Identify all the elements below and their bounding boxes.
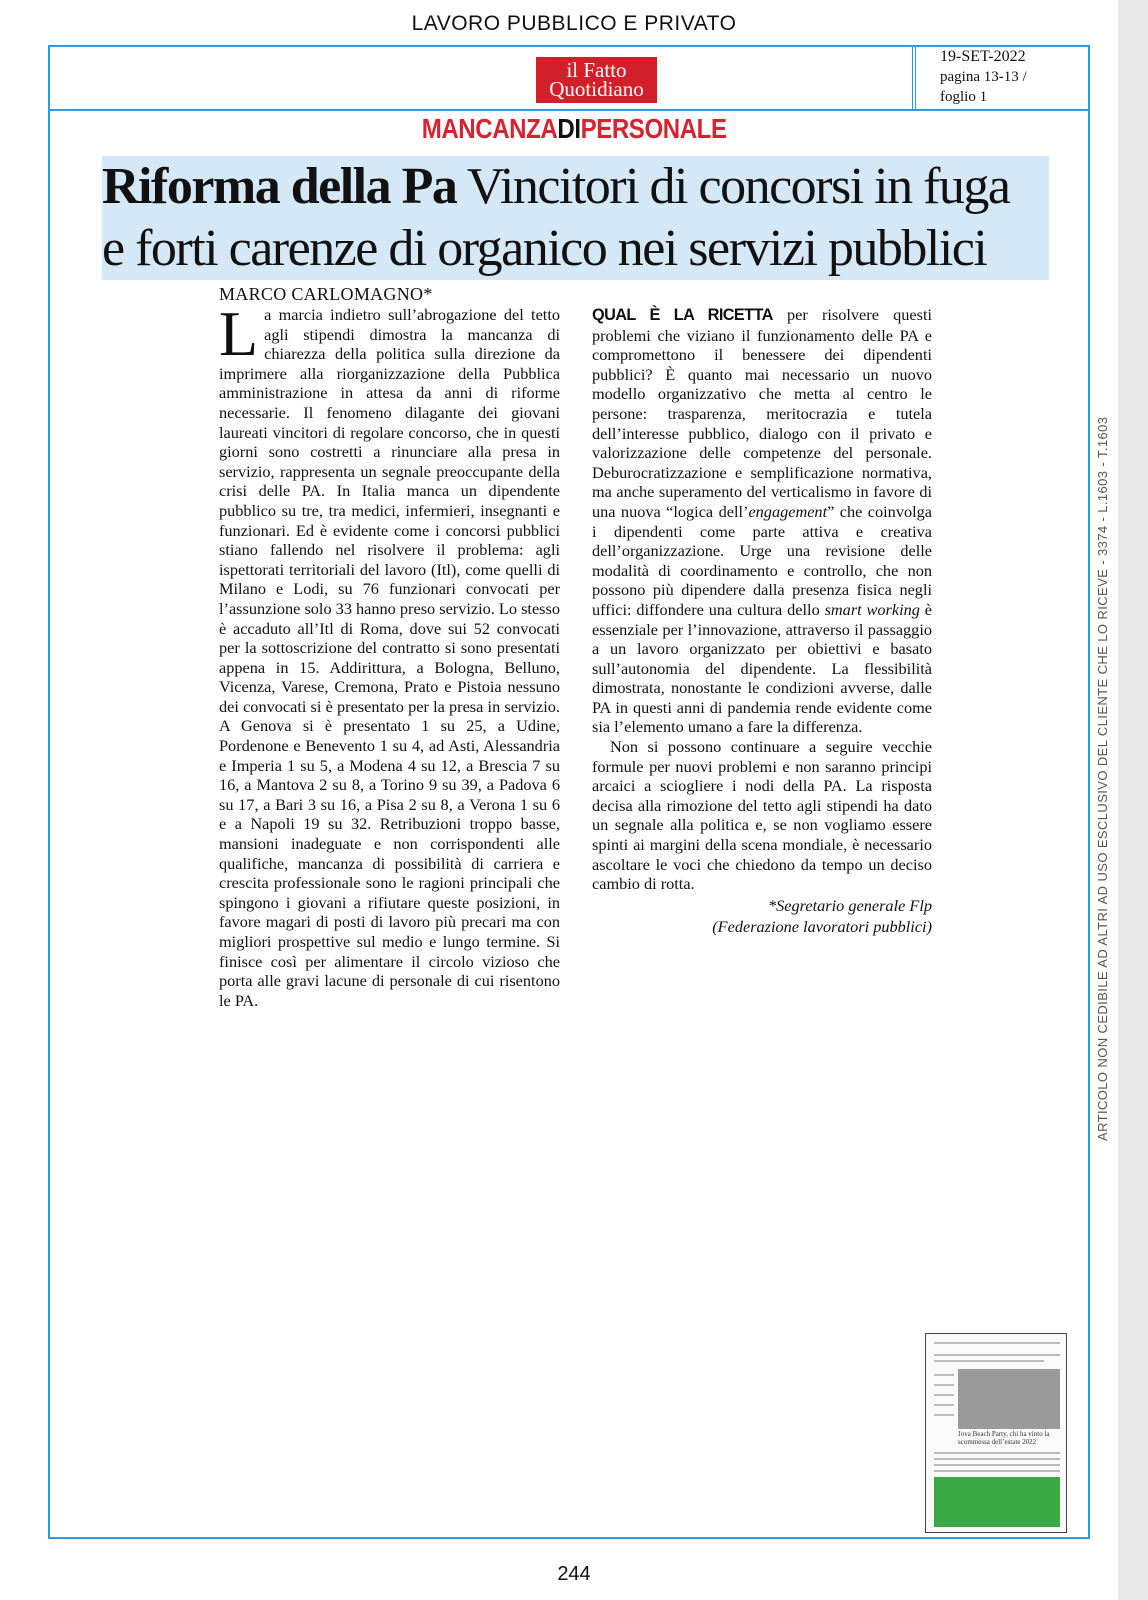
right-p1-part-a: per risolvere questi problemi che viziano il funzionamento delle PA e compromettono il benessere dei dipendenti pubblici? È quanto mai necessario un nuovo modello organizzativo che metta al centro le persone: trasparenza, meritocrazia e tutela dell’interesse pubblico, dialogo con il privato e valorizzazione delle competenze del personale. Deburocratizzazione e semplificazione normativa, ma anche superamento del verticalismo in favore di una nuova “logica dell’	[592, 305, 932, 521]
right-p1-part-c: è essenziale per l’innovazione, attraverso il passaggio a un lavoro organizzato per obiettivi e basato sull’autonomia del dipendente. La flessibilità dimostrata, nonostante le condizioni avverse, dalle PA in questi anni di pandemia rende evidente come sia l’elemento umano a fare la differenza.	[592, 599, 932, 737]
thumb-line	[934, 1360, 1044, 1362]
right-paragraph-2: Non si possono continuare a seguire vecchie formule per nuovi problemi e non saranno principi arcaici a sciogliere i nodi della PA. La risposta decisa alla rimozione del tetto agli stipendi ha dato un segnale alla politica e, se non vogliamo essere spinti ai margini della scena mondiale, è necessario ascoltare le voci che chiedono da tempo un deciso cambio di rotta.	[592, 737, 932, 894]
thumb-photo	[958, 1369, 1060, 1429]
right-paragraph-1	[592, 305, 932, 737]
left-column-text: a marcia indietro sull’abrogazione del tetto agli stipendi dimostra la mancanza di chiarezza della politica sulla direzione da imprimere alla riorganizzazione della Pubblica amministrazione in attesa da anni di riforme necessarie. Il fenomeno dilagante dei giovani laureati vincitori di regolare concorso, che in questi giorni sono costretti a rinunciare alla presa in servizio, rappresenta un segnale preoccupante della crisi delle PA. In Italia manca un dipendente pubblico su tre, tra medici, infermieri, insegnanti e funzionari. Ed è evidente come i concorsi pubblici stiano fallendo nel risolvere il problema: agli ispettorati territoriali del lavoro (Itl), come quelli di Milano e Lodi, su 76 funzionari convocati per l’assunzione solo 33 hanno preso servizio. Lo stesso è accaduto all’Itl di Roma, dove sui 52 convocati per la sottoscrizione del contratto si sono presentati appena in 15. Addirittura, a Bologna, Belluno, Vicenza, Varese, Cremona, Prato e Pistoia nessuno dei convocati si è presentato per la presa in servizio. A Genova si è presentato 1 su 25, a Udine, Pordenone e Benevento 1 su 4, ad Asti, Alessandria e Imperia 1 su 5, a Modena 4 su 12, a Brescia 7 su 16, a Mantova 2 su 8, a Torino 9 su 39, a Padova 6 su 17, a Bari 3 su 16, a Pisa 2 su 8, a Verona 1 su 6 e a Napoli 19 su 32. Retribuzioni troppo basse, mansioni inadeguate e non corrispondenti alle qualifiche, mancanza di possibilità di carriera e crescita professionale sono le ragioni principali che spingono i giovani a rifiutare queste posizioni, in favore magari di posti di lavoro più precari ma con migliori prospettive sul medio e lungo termine. Si finisce così per alimentare il circolo vizioso che porta alle gravi lacune di personale di cui risentono le PA.	[219, 305, 560, 1010]
thumb-line	[934, 1374, 954, 1376]
left-paragraph	[219, 298, 560, 1010]
article-kicker	[81, 113, 1068, 145]
page-number: 244	[557, 1563, 591, 1585]
thumb-line	[934, 1458, 1060, 1460]
side-copyright-note: ARTICOLO NON CEDIBILE AD ALTRI AD USO ESCLUSIVO DEL CLIENTE CHE LO RICEVE - 3374 - L.1603 - T.1603	[1095, 416, 1110, 1141]
article-column-left	[219, 298, 560, 1010]
headline-bold: Riforma della Pa	[102, 158, 457, 215]
headline-line-1	[102, 156, 1049, 218]
headline-line-2: e forti carenze di organico nei servizi pubblici	[102, 218, 1049, 280]
drop-cap: L	[219, 298, 259, 369]
headline-rest: Vincitori di concorsi in fuga	[456, 158, 1010, 215]
thumb-green-box	[934, 1477, 1060, 1527]
author-signature-1: *Segretario generale Flp	[768, 895, 932, 915]
kicker-part-1: MANCANZA	[421, 113, 558, 144]
logo-line-2: Quotidiano	[549, 77, 644, 101]
thumb-line	[934, 1452, 1060, 1454]
right-p1-italic-2: smart working	[824, 599, 920, 619]
thumb-line	[934, 1384, 954, 1386]
page-reference: pagina 13-13 /	[940, 69, 1027, 85]
article-headline	[102, 156, 1049, 280]
thumb-line	[934, 1342, 1060, 1344]
kicker-part-2: DI	[557, 113, 581, 144]
kicker-part-3: PERSONALE	[580, 113, 727, 144]
publication-info	[912, 45, 1090, 111]
article-column-right	[592, 305, 932, 937]
right-p1-part-b: ” che coinvolga i dipendenti come parte attiva e creativa dell’organizzazione. Urge una revisione delle modalità di coordinamento e controllo, che non possono più dipendere dalla presenza fisica negli uffici: diffondere una cultura dello	[592, 501, 932, 619]
thumb-caption: Jova Beach Party, chi ha vinto la scommessa dell’estate 2022	[958, 1430, 1050, 1446]
right-p1-italic-1: engagement	[748, 501, 828, 521]
page-thumbnail	[925, 1333, 1067, 1533]
thumb-line	[934, 1464, 1060, 1466]
section-header: LAVORO PUBBLICO E PRIVATO	[411, 12, 737, 35]
right-lead-in: QUAL È LA RICETTA	[592, 306, 773, 324]
newspaper-logo	[536, 57, 657, 103]
thumb-line	[934, 1394, 954, 1396]
sheet-reference: foglio 1	[940, 89, 988, 105]
author-signature-2: (Federazione lavoratori pubblici)	[712, 917, 932, 937]
article-byline: MARCO CARLOMAGNO*	[219, 284, 433, 304]
thumb-line	[934, 1470, 1060, 1472]
thumb-line	[934, 1404, 954, 1406]
thumb-line	[934, 1354, 1060, 1356]
thumb-line	[934, 1414, 954, 1416]
publication-date: 19-SET-2022	[940, 48, 1026, 65]
logo-line-1: il Fatto	[566, 58, 627, 82]
